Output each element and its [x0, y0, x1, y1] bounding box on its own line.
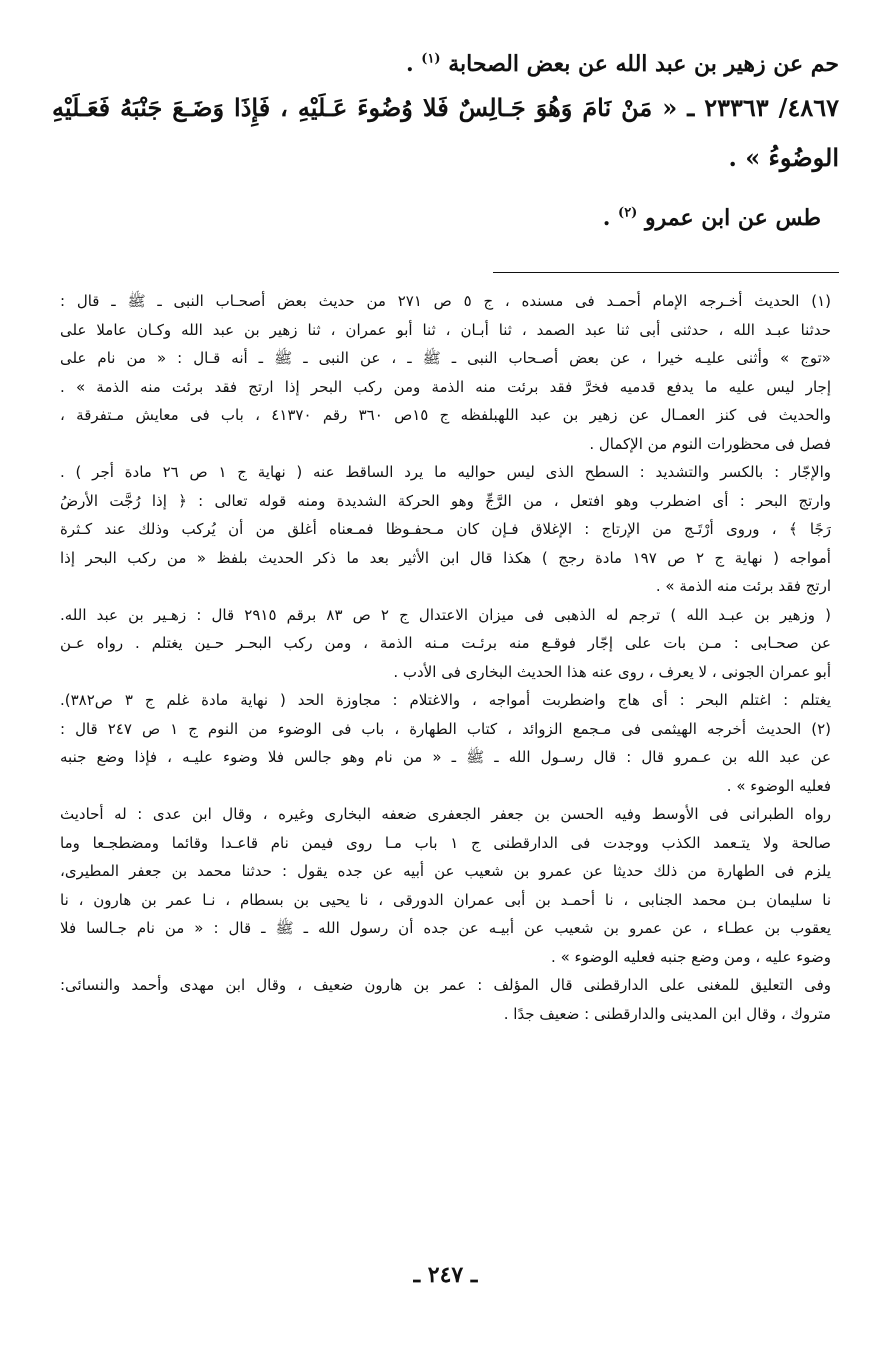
footnote-line: حدثنا عبـد الله ، حدثنى أبى ثنا عبد الصمد ، ثنا أبـان ، ثنا أبو عمران ، ثنا زهير بن عبد الله وكـان عاملا على — [60, 320, 831, 339]
footnote-line: فصل فى محظورات النوم من الإكمال . — [589, 434, 831, 453]
footnote-line: والحديث فى كنز العمـال عن زهير بن عبد اللهبلفظه ج ١٥ص ٣٦٠ رقم ٤١٣٧٠ ، باب فى معايش مـتفرقة ، — [60, 406, 831, 424]
hadith-line: ٤٨٦٧/ ٢٣٣٦٣ ـ « مَنْ نَامَ وَهُوَ جَـالِسٌ فَلا وُضُوءَ عَـلَيْهِ ، فَإِذَا وَضَـعَ جَنْبَهُ فَعَـلَيْهِ — [52, 93, 839, 122]
footnote-line: وضوء عليه ، ومن وضع جنبه فعليه الوضوء » . — [551, 947, 831, 966]
footnote-line: عن صحـابى : مـن بات على إجّار فوقـع منه برئـت مـنه الذمة ، ومن ركب البحـر حـين يغتلم . رواه عـن — [60, 634, 831, 652]
main-text — [52, 50, 839, 232]
footnote-line: يلزم فى الطهارة من ذلك حديثا عن عمرو بن شعيب عن أبيه عن جده يقول : حدثنا محمد بن جعفر المطيرى، — [60, 862, 831, 880]
hadith-source-line — [52, 50, 839, 94]
footnote-line: عن عبد الله بن عـمرو قال : قال رسـول الله ـ ﷺ ـ « من نام وهو جالس فلا وضوء عليـه ، فإذا وضع جنبه — [60, 748, 831, 766]
footnote-line: إجار ليس عليه ما يدفع قدميه فخرَّ فقد برئت منه الذمة ومن ركب البحر إذا ارتج فقد برئت منه الذمة » . — [60, 377, 831, 396]
footnote-line: والإجّار : بالكسر والتشديد : السطح الذى ليس حواليه ما يرد الساقط عنه ( نهاية ج ١ ص ٢٦ مادة أجر ) . — [60, 463, 831, 481]
footnote-line: رَجًا ﴾ ، وروى أرْتَـج من الإرتاج : الإغلاق فـإن كان مـحفـوظا فمـعناه أغلق من أن يُركب وذلك عند كـثرة — [60, 520, 831, 538]
footnote-separator — [493, 272, 839, 273]
footnote-ref-1: (١) — [421, 51, 441, 67]
hadith-source-line-2 — [52, 204, 821, 232]
footnote-line: وارتج البحر : أى اضطرب وهو افتعل ، من الرَّجِّ وهو الحركة الشديدة ومنه قوله تعالى : ﴿ إذا رُجَّت الأرضُ — [60, 491, 831, 510]
footnote-line: (١) الحديث أخـرجه الإمام أحمـد فى مسنده ، ج ٥ ص ٢٧١ من حديث بعض أصحـاب النبى ـ ﷺ ـ قال : — [60, 292, 831, 310]
footnote-line: فعليه الوضوء » . — [726, 776, 831, 795]
footnote-line: صالحة ولا يتـعمد الكذب ووجدت فى الدارقطنى ج ١ باب مـا روى فيمن نام قاعـدا وقائما ومضطجـعا وما — [60, 833, 831, 852]
footnote-line: ( وزهير بن عبـد الله ) ترجم له الذهبى فى ميزان الاعتدال ج ٢ ص ٨٣ برقم ٢٩١٥ قال : زهـير بن عبد الله. — [60, 605, 831, 624]
footnote-line: وفى التعليق للمغنى على الدارقطنى قال المؤلف : عمر بن هارون ضعيف ، وقال ابن مهدى وأحمد والنسائى: — [60, 976, 831, 994]
source-text-2: طس عن ابن عمرو — [645, 205, 821, 231]
footnote-line: متروك ، وقال ابن المدينى والدارقطنى : ضعيف جدًا . — [503, 1004, 831, 1023]
footnote-line: نا سليمان بـن محمد الجنابى ، نا أحمـد بن أبى عمران الدورقى ، نا يحيى بن بسطام ، نـا عمر بن هارون ، نا — [60, 890, 831, 909]
footnotes — [60, 287, 831, 1028]
footnote-line: أمواجه ( نهاية ج ٢ ص ١٩٧ مادة رجج ) هكذا قال ابن الأثير بعد ما ذكر الحديث بلفظ « من ركب البحر إذا — [60, 548, 831, 567]
footnote-line: يعقوب بن عطـاء ، عن عمرو بن شعيب عن أبيـه عن جده أن رسول الله ـ ﷺ ـ قال : « من نام جـالسا فلا — [60, 919, 831, 937]
footnote-line: «توج » وأثنى عليـه خيرا ، عن بعض أصـحاب النبى ـ ﷺ ـ ، عن النبى ـ ﷺ ـ أنه قـال : « من نام على — [60, 349, 831, 367]
footnote-line: رواه الطبرانى فى الأوسط وفيه الحسن بن جعفر الجعفرى ضعفه البخارى وغيره ، وقال ابن عدى : له أحاديث — [60, 805, 831, 823]
page-number: ـ ٢٤٧ ـ — [413, 1262, 478, 1288]
footnote-line: ارتج فقد برئت منه الذمة » . — [655, 577, 831, 595]
footnote-ref-2: (٢) — [618, 205, 638, 221]
source-end-2: . — [602, 205, 611, 231]
footnote-line: (٢) الحديث أخرجه الهيثمى فى مـجمع الزوائد ، كتاب الطهارة ، باب فى الوضوء من النوم ج ١ ص ٢٤٧ قال : — [60, 719, 831, 738]
source-end: . — [405, 51, 414, 77]
hadith-line-end: الوضُوءُ » . — [728, 143, 839, 172]
footnote-line: أبو عمران الجونى ، لا يعرف ، روى عنه هذا الحديث البخارى فى الأدب . — [393, 662, 831, 681]
footnote-line: يغتلم : اغتلم البحر : أى هاج واضطربت أمواجه ، والاغتلام : مجاوزة الحد ( نهاية مادة غلم ج ٣ ص٣٨٢). — [60, 691, 831, 709]
source-text: حم عن زهير بن عبد الله عن بعض الصحابة — [448, 51, 839, 77]
